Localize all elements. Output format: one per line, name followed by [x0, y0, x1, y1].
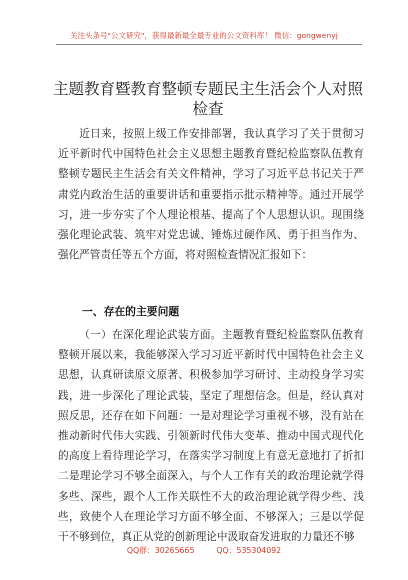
document-title: 主题教育暨教育整顿专题民主生活会个人对照检查	[52, 80, 363, 118]
header-divider	[56, 44, 362, 45]
intro-text: 近日来，按照上级工作安排部署，我认真学习了关于贯彻习近平新时代中国特色社会主义思想主题教育暨纪检监察队伍教育整顿专题民主生活会有关文件精神，学习了习近平总书记关于严肃党内政治生活的重要讲话和重要指示批示精神等。通过开展学习，进一步夯实了个人理论根基、提高了个人思想认识。现围绕强化理论武装、筑牢对党忠诚、锤炼过硬作风、勇于担当作为、强化严管责任等五个方面，将对照检查情况汇报如下：	[58, 128, 364, 262]
section-heading-problems: 一、存在的主要问题	[82, 305, 180, 318]
header-watermark-note: 关注头条号"公文研究"，获得最新最全最专业的公文资料库！ 微信：gongwenyj	[70, 31, 338, 40]
paragraph-theory-text: （一）在深化理论武装方面。主题教育暨纪检监察队伍教育整顿开展以来，我能够深入学习习近平新时代中国特色社会主义思想，认真研读原文原著、积极参加学习研讨、主动投身学习实践，进一步深化了理论武装，坚定了理想信念。但是，经认真对照反思，还存在如下问题：一是对理论学习重视不够，没有站在推动新时代伟大实践、引领新时代伟大变革、推动中国式现代化的高度上看待理论学习，在落实学习制度上有意无意地打了折扣二是理论学习不够全面深入，与个人工作有关的政治理论就学得多些、深些，跟个人工作关联性不大的政治理论就学得少些、浅些，致使个人在理论学习方面不够全面、不够深入；三是以学促干不够到位，真正从党的创新理论中汲取奋发进取的力量还不够	[58, 329, 364, 544]
intro-paragraph	[58, 124, 364, 265]
paragraph-theory	[58, 325, 364, 547]
footer-qq: QQ：535304092	[216, 546, 282, 555]
footer-qq-group: QQ群：30265665	[126, 546, 195, 555]
footer-contact-note	[0, 545, 408, 556]
